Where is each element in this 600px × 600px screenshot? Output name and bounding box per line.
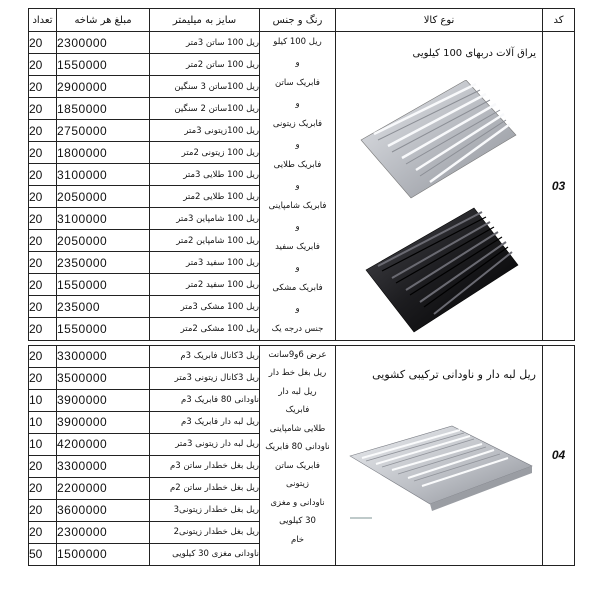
- color-material-cell: [260, 345, 336, 565]
- color-line: عرض 6و9سانت: [268, 349, 327, 360]
- color-line: فابریک سفید: [275, 242, 320, 252]
- qty-cell: 20: [29, 32, 57, 54]
- color-line: فابریک طلایی: [273, 160, 322, 170]
- qty-cell: 20: [29, 164, 57, 186]
- color-line: 30 کیلویی: [279, 516, 316, 526]
- qty-cell: 10: [29, 389, 57, 411]
- price-table: [28, 8, 575, 566]
- table-row: [29, 32, 575, 54]
- price-cell: 2300000: [57, 521, 150, 543]
- qty-cell: 20: [29, 521, 57, 543]
- size-cell: ریل لبه دار فابریک 3م: [150, 411, 260, 433]
- color-line: و: [295, 57, 300, 68]
- price-cell: 1550000: [57, 274, 150, 296]
- color-line: و: [295, 262, 300, 273]
- qty-cell: 20: [29, 345, 57, 367]
- size-cell: ریل 3کانال فابریک 3م: [150, 345, 260, 367]
- price-cell: 3900000: [57, 411, 150, 433]
- qty-cell: 20: [29, 186, 57, 208]
- price-cell: 3500000: [57, 367, 150, 389]
- size-cell: ریل 100 مشکی 2متر: [150, 318, 260, 340]
- header-color: رنگ و جنس: [260, 9, 336, 32]
- price-cell: 2300000: [57, 32, 150, 54]
- color-line: ریل 100 کیلو: [273, 37, 322, 47]
- color-line: طلایی شامپاینی: [269, 423, 326, 434]
- price-cell: 1850000: [57, 98, 150, 120]
- price-cell: 235000: [57, 296, 150, 318]
- color-line: ناودانی و مغزی: [270, 497, 325, 508]
- qty-cell: 10: [29, 433, 57, 455]
- color-line: فابریک: [285, 405, 310, 415]
- price-cell: 1550000: [57, 54, 150, 76]
- sliding-rail-image: [342, 418, 537, 532]
- size-cell: ریل 100 طلایی 3متر: [150, 164, 260, 186]
- product-cell: [336, 32, 543, 341]
- qty-cell: 20: [29, 477, 57, 499]
- price-cell: 2900000: [57, 76, 150, 98]
- size-cell: ریل 100 ساتن 2متر: [150, 54, 260, 76]
- size-cell: ریل 100ساتن 2 سنگین: [150, 98, 260, 120]
- qty-cell: 20: [29, 76, 57, 98]
- color-line: فابریک ساتن: [275, 460, 320, 471]
- size-cell: ریل 100 طلایی 2متر: [150, 186, 260, 208]
- price-cell: 3100000: [57, 208, 150, 230]
- price-cell: 2200000: [57, 477, 150, 499]
- price-cell: 2750000: [57, 120, 150, 142]
- product-cell: [336, 345, 543, 565]
- size-cell: ریل بغل خطدار زیتونی2: [150, 521, 260, 543]
- size-cell: ریل 100 مشکی 3متر: [150, 296, 260, 318]
- qty-cell: 20: [29, 230, 57, 252]
- qty-cell: 20: [29, 98, 57, 120]
- price-cell: 2050000: [57, 230, 150, 252]
- size-cell: ریل بغل خطدار ساتن 2م: [150, 477, 260, 499]
- size-cell: ریل 100 زیتونی 2متر: [150, 142, 260, 164]
- size-cell: ریل لبه دار زیتونی 3متر: [150, 433, 260, 455]
- header-code: کد: [543, 9, 575, 32]
- qty-cell: 20: [29, 252, 57, 274]
- price-cell: 3100000: [57, 164, 150, 186]
- qty-cell: 20: [29, 208, 57, 230]
- color-line: و: [295, 303, 300, 314]
- qty-cell: 20: [29, 318, 57, 340]
- size-cell: ریل بغل خطدار ساتن 3م: [150, 455, 260, 477]
- size-cell: ناودانی 80 فابریک 3م: [150, 389, 260, 411]
- size-cell: ریل 100ساتن 3 سنگین: [150, 76, 260, 98]
- header-product: نوع کالا: [336, 9, 543, 32]
- size-cell: ریل 100 ساتن 3متر: [150, 32, 260, 54]
- qty-cell: 20: [29, 499, 57, 521]
- color-line: ریل لبه دار: [278, 386, 317, 397]
- size-cell: ریل 100زیتونی 3متر: [150, 120, 260, 142]
- qty-cell: 20: [29, 142, 57, 164]
- price-cell: 2050000: [57, 186, 150, 208]
- color-material-cell: [260, 32, 336, 341]
- color-line: فابریک شامپاینی: [268, 201, 327, 211]
- header-row: [29, 9, 575, 32]
- color-line: ریل بغل خط دار: [268, 368, 327, 378]
- size-cell: ریل 100 سفید 2متر: [150, 274, 260, 296]
- price-cell: 1550000: [57, 318, 150, 340]
- color-line: و: [295, 180, 300, 191]
- price-cell: 2350000: [57, 252, 150, 274]
- color-line: فابریک ساتن: [275, 78, 320, 88]
- color-line: زیتونی: [286, 479, 309, 489]
- price-cell: 3300000: [57, 455, 150, 477]
- product-code: 03: [543, 32, 575, 341]
- rail-profiles-image: [356, 80, 521, 344]
- qty-cell: 50: [29, 543, 57, 565]
- size-cell: ریل بغل خطدار زیتونی3: [150, 499, 260, 521]
- price-cell: 3600000: [57, 499, 150, 521]
- price-cell: 1500000: [57, 543, 150, 565]
- color-line: فابریک مشکی: [272, 283, 323, 293]
- price-cell: 3900000: [57, 389, 150, 411]
- qty-cell: 20: [29, 274, 57, 296]
- price-list-sheet: [28, 8, 574, 596]
- qty-cell: 20: [29, 367, 57, 389]
- product-name: یراق آلات دربهای 100 کیلویی: [412, 48, 536, 59]
- price-cell: 3300000: [57, 345, 150, 367]
- color-line: جنس درجه یک: [271, 324, 324, 334]
- color-line: ناودانی 80 فابریک: [265, 442, 330, 452]
- color-line: فابریک زیتونی: [272, 119, 323, 129]
- product-name: ریل لبه دار و ناودانی ترکیبی کشویی: [372, 367, 536, 381]
- qty-cell: 20: [29, 54, 57, 76]
- size-cell: ریل 100 شامپاین 3متر: [150, 208, 260, 230]
- color-line: و: [295, 139, 300, 150]
- size-cell: ریل 100 شامپاین 2متر: [150, 230, 260, 252]
- price-cell: 1800000: [57, 142, 150, 164]
- header-qty: تعداد: [29, 9, 57, 32]
- table-row: [29, 345, 575, 367]
- qty-cell: 10: [29, 411, 57, 433]
- color-line: و: [295, 98, 300, 109]
- product-code: 04: [543, 345, 575, 565]
- size-cell: ناودانی مغزی 30 کیلویی: [150, 543, 260, 565]
- color-line: و: [295, 221, 300, 232]
- size-cell: ریل 100 سفید 3متر: [150, 252, 260, 274]
- header-size: سایز به میلیمتر: [150, 9, 260, 32]
- qty-cell: 20: [29, 296, 57, 318]
- price-cell: 4200000: [57, 433, 150, 455]
- qty-cell: 20: [29, 455, 57, 477]
- group-03-rows: [29, 32, 575, 341]
- group-04-rows: [29, 345, 575, 565]
- size-cell: ریل 3کانال زیتونی 3متر: [150, 367, 260, 389]
- qty-cell: 20: [29, 120, 57, 142]
- color-line: خام: [290, 534, 305, 545]
- header-price: مبلغ هر شاخه: [57, 9, 150, 32]
